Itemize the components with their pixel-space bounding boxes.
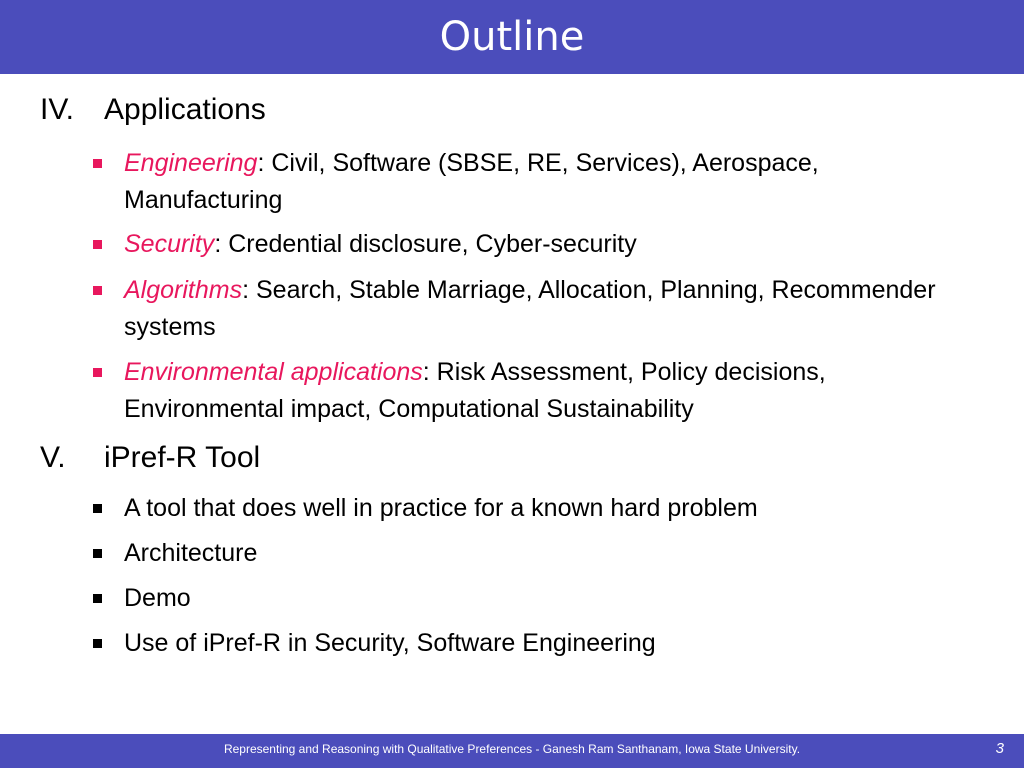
slide-title: Outline bbox=[439, 14, 585, 60]
square-bullet-icon bbox=[93, 368, 102, 377]
item-text: Use of iPref-R in Security, Software Engineering bbox=[124, 629, 656, 657]
list-item-algorithms bbox=[93, 272, 983, 346]
square-bullet-icon bbox=[93, 286, 102, 295]
section-heading: Applications bbox=[104, 93, 266, 126]
square-bullet-icon bbox=[93, 159, 102, 168]
section-number: IV. bbox=[40, 93, 74, 126]
square-bullet-icon bbox=[93, 549, 102, 558]
list-item-tool-practice bbox=[93, 490, 983, 527]
section-number: V. bbox=[40, 441, 66, 474]
list-item-architecture bbox=[93, 535, 983, 572]
item-text: Demo bbox=[124, 584, 191, 612]
item-term: Algorithms bbox=[124, 276, 243, 304]
footer-bar bbox=[0, 734, 1024, 768]
item-text: : Credential disclosure, Cyber-security bbox=[214, 230, 637, 258]
item-term: Engineering bbox=[124, 149, 258, 177]
item-text: A tool that does well in practice for a known hard problem bbox=[124, 494, 758, 522]
page-number: 3 bbox=[995, 740, 1004, 757]
section-ipref-r-tool bbox=[40, 441, 260, 475]
list-item-use-of-ipref-r bbox=[93, 625, 983, 662]
title-bar bbox=[0, 0, 1024, 74]
item-text: Architecture bbox=[124, 539, 258, 567]
item-text: : Search, Stable Marriage, Allocation, Planning, Recommender systems bbox=[124, 276, 936, 341]
list-item-security bbox=[93, 226, 983, 263]
square-bullet-icon bbox=[93, 639, 102, 648]
item-term: Environmental applications bbox=[124, 358, 423, 386]
square-bullet-icon bbox=[93, 240, 102, 249]
item-text: : Civil, Software (SBSE, RE, Services), Aerospace, Manufacturing bbox=[124, 149, 819, 214]
footer-text: Representing and Reasoning with Qualitative Preferences - Ganesh Ram Santhanam, Iowa State University. bbox=[223, 742, 801, 756]
square-bullet-icon bbox=[93, 594, 102, 603]
square-bullet-icon bbox=[93, 504, 102, 513]
list-item-environmental-applications bbox=[93, 354, 983, 428]
item-term: Security bbox=[124, 230, 215, 258]
section-applications bbox=[40, 93, 266, 127]
item-text: : Risk Assessment, Policy decisions, Environmental impact, Computational Sustainability bbox=[124, 358, 826, 423]
list-item-demo bbox=[93, 580, 983, 617]
section-heading: iPref-R Tool bbox=[104, 441, 261, 474]
list-item-engineering bbox=[93, 145, 983, 219]
